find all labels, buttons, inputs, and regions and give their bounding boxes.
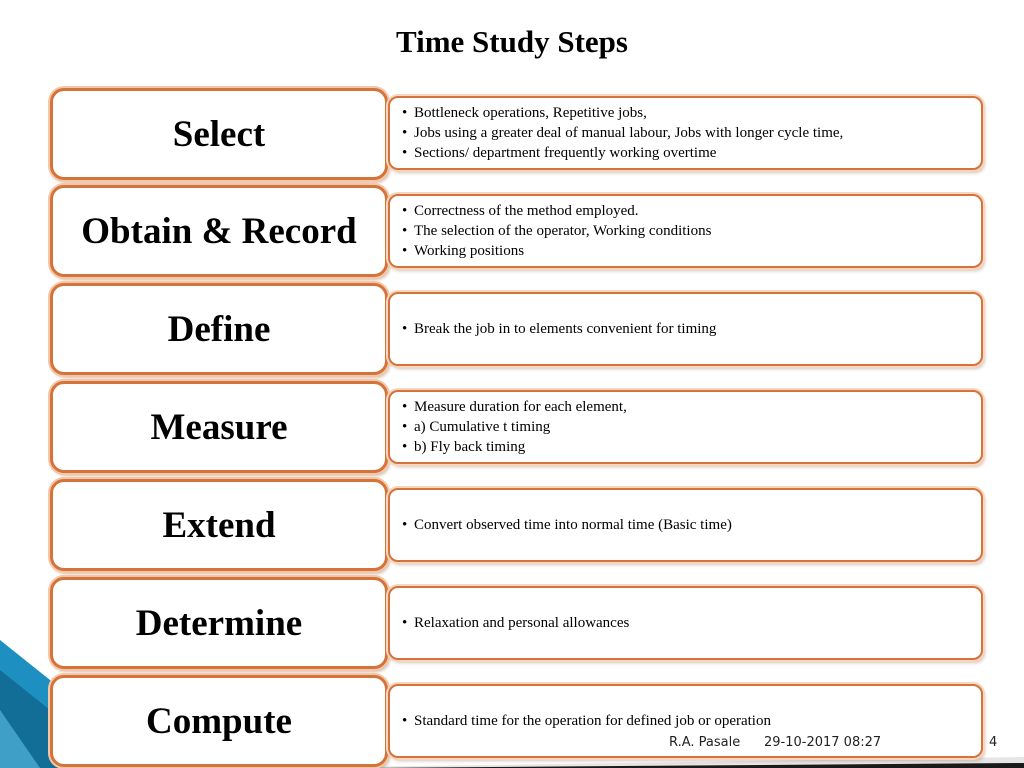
step-label: Select	[172, 113, 266, 155]
detail-item: • Sections/ department frequently working overtime	[414, 143, 843, 163]
detail-box-extend	[388, 488, 983, 562]
step-label: Extend	[162, 504, 276, 546]
footer-datetime: 29-10-2017 08:27	[764, 735, 882, 750]
detail-box-define	[388, 292, 983, 366]
detail-item: • The selection of the operator, Working conditions	[414, 221, 711, 241]
step-box-extend	[50, 479, 388, 571]
detail-item: • Break the job in to elements convenient for timing	[414, 319, 716, 339]
step-label: Measure	[150, 406, 288, 448]
detail-box-select	[388, 96, 983, 170]
page-number: 4	[989, 735, 998, 750]
step-label: Define	[167, 308, 271, 350]
footer-author: R.A. Pasale	[669, 735, 741, 750]
step-box-obtain-record	[50, 185, 388, 277]
detail-item: • Correctness of the method employed.	[414, 201, 711, 221]
detail-item: • Measure duration for each element,	[414, 397, 627, 417]
detail-box-determine	[388, 586, 983, 660]
bottom-decoration	[280, 757, 1024, 768]
step-box-compute	[50, 675, 388, 767]
step-box-measure	[50, 381, 388, 473]
step-label: Determine	[135, 602, 303, 644]
detail-item: • Relaxation and personal allowances	[414, 613, 629, 633]
detail-item: • Convert observed time into normal time (Basic time)	[414, 515, 732, 535]
step-box-define	[50, 283, 388, 375]
detail-item: • Working positions	[414, 241, 711, 261]
page-title: Time Study Steps	[396, 24, 628, 59]
detail-item: • a) Cumulative t timing	[414, 417, 627, 437]
detail-box-obtain-record	[388, 194, 983, 268]
step-label: Compute	[146, 700, 292, 742]
detail-item: • Jobs using a greater deal of manual labour, Jobs with longer cycle time,	[414, 123, 843, 143]
step-label: Obtain & Record	[81, 210, 357, 252]
detail-item: • b) Fly back timing	[414, 437, 627, 457]
detail-item: • Bottleneck operations, Repetitive jobs,	[414, 103, 843, 123]
step-box-determine	[50, 577, 388, 669]
step-box-select	[50, 88, 388, 180]
detail-item: • Standard time for the operation for defined job or operation	[414, 711, 771, 731]
detail-box-measure	[388, 390, 983, 464]
